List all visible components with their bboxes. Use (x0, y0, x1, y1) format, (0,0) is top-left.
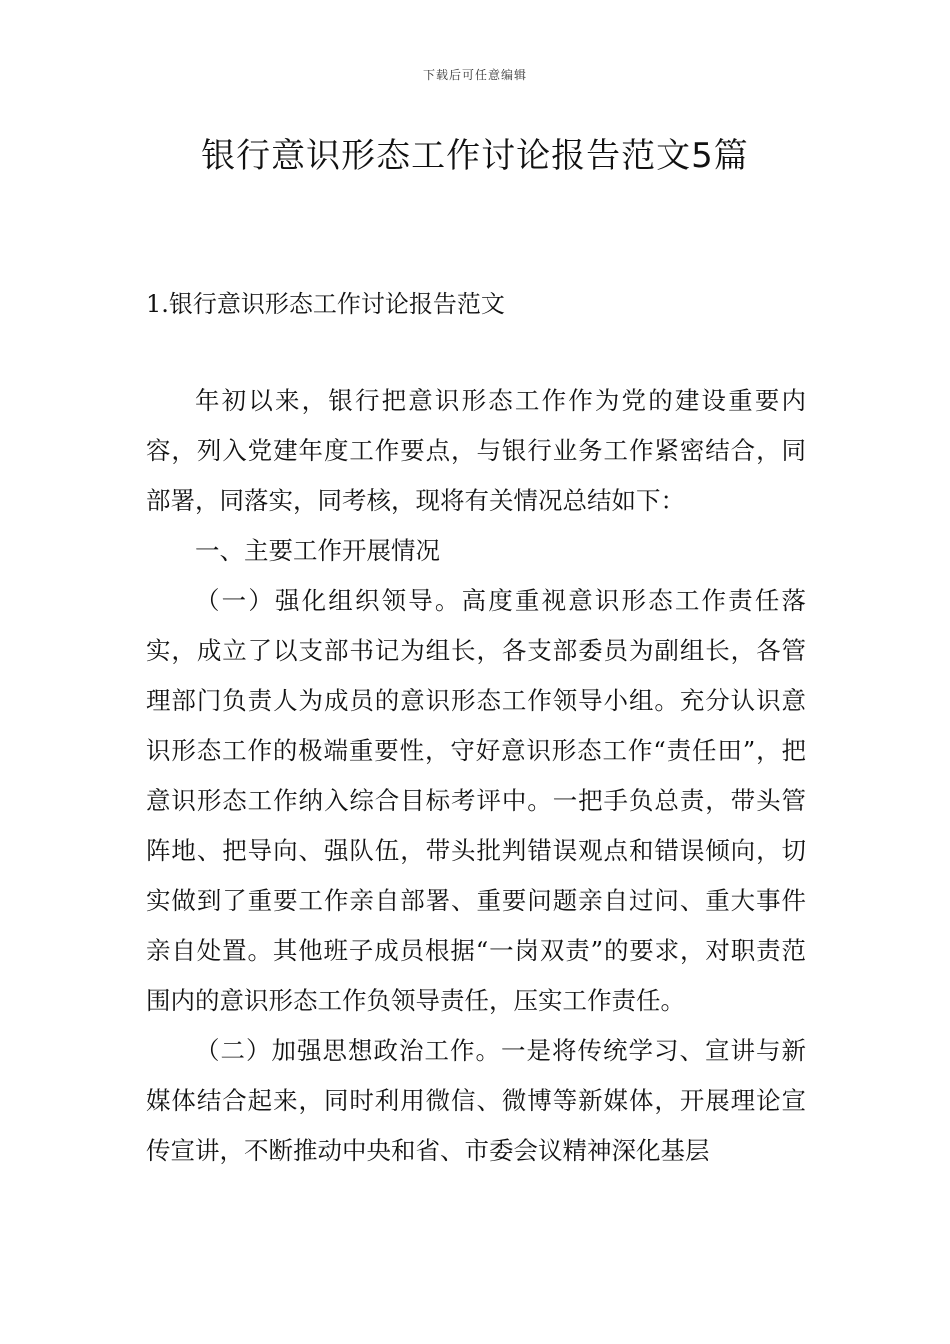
paragraph-organization-leadership: （一）强化组织领导。高度重视意识形态工作责任落实，成立了以支部书记为组长，各支部委员为副组长，各管理部门负责人为成员的意识形态工作领导小组。充分认识意识形态工作的极端重要性，守好意识形态工作“责任田”，把意识形态工作纳入综合目标考评中。一把手负总责，带头管阵地、把导向、强队伍，带头批判错误观点和错误倾向，切实做到了重要工作亲自部署、重要问题亲自过问、重大事件亲自处置。其他班子成员根据“一岗双责”的要求，对职责范围内的意识形态工作负领导责任，压实工作责任。 (146, 586, 806, 1015)
paragraph-ideological-work: （二）加强思想政治工作。一是将传统学习、宣讲与新媒体结合起来，同时利用微信、微博等新媒体，开展理论宣传宣讲，不断推动中央和省、市委会议精神深化基层 (146, 1036, 806, 1165)
document-body (146, 376, 806, 1176)
section-heading: 1.银行意识形态工作讨论报告范文 (146, 290, 505, 318)
paragraph-heading-main-work: 一、主要工作开展情况 (195, 536, 440, 565)
paragraph-intro: 年初以来，银行把意识形态工作作为党的建设重要内容，列入党建年度工作要点，与银行业务工作紧密结合，同部署，同落实，同考核，现将有关情况总结如下： (146, 386, 806, 515)
document-title: 银行意识形态工作讨论报告范文5篇 (201, 136, 749, 176)
header-note: 下载后可任意编辑 (422, 68, 527, 82)
